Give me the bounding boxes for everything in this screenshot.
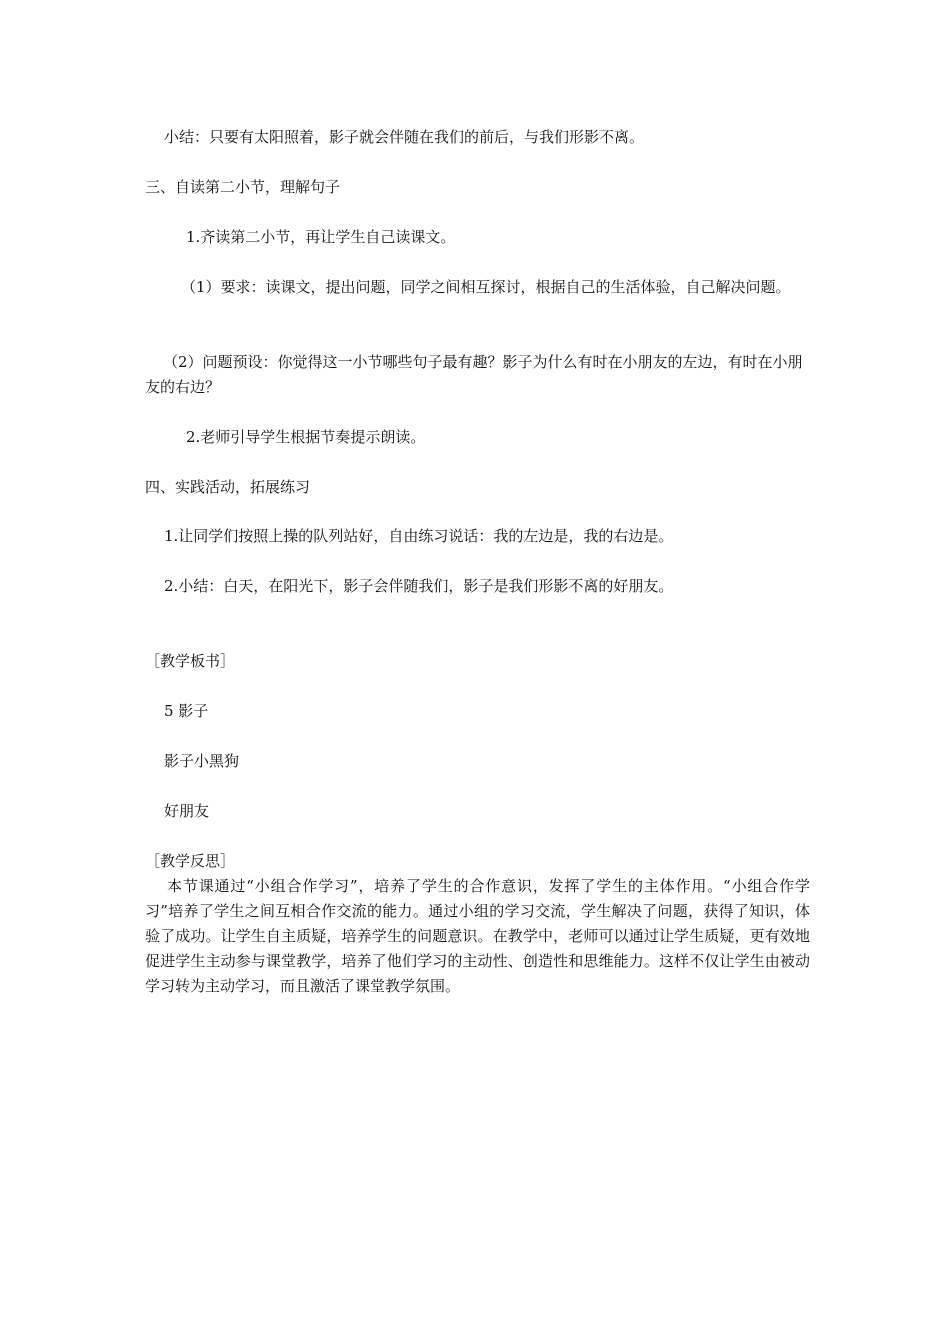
section-4-item-2: 2.小结：白天，在阳光下，影子会伴随我们，影子是我们形影不离的好朋友。: [164, 577, 674, 595]
reflection-heading: ［教学反思］: [145, 852, 236, 870]
section-3-item-2: 2.老师引导学生根据节奏提示朗读。: [186, 428, 426, 446]
summary-paragraph: 小结：只要有太阳照着，影子就会伴随在我们的前后，与我们形影不离。: [164, 128, 645, 146]
board-line-1: 5 影子: [164, 702, 209, 720]
board-line-3: 好朋友: [164, 802, 210, 820]
reflection-body: 本节课通过“小组合作学习”，培养了学生的合作意识，发挥了学生的主体作用。“小组合作学习”培养了学生之间互相合作交流的能力。通过小组的学习交流，学生解决了问题，获得了知识，体验了成功。让学生自主质疑，培养学生的问题意识。在教学中，老师可以通过让学生质疑，更有效地促进学生主动参与课堂教学，培养了他们学习的主动性、创造性和思维能力。这样不仅让学生由被动学习转为主动学习，而且激活了课堂教学氛围。: [145, 877, 810, 995]
board-heading: ［教学板书］: [145, 652, 236, 670]
section-3-heading: 三、自读第二小节，理解句子: [145, 178, 341, 196]
section-3-sub-item-1: （1）要求：读课文，提出问题，同学之间相互探讨，根据自己的生活体验，自己解决问题。: [181, 278, 791, 296]
section-3-item-1: 1.齐读第二小节，再让学生自己读课文。: [186, 228, 456, 246]
section-4-item-1: 1.让同学们按照上操的队列站好，自由练习说话：我的左边是，我的右边是。: [164, 527, 674, 545]
section-4-heading: 四、实践活动，拓展练习: [145, 478, 311, 496]
board-line-2: 影子小黑狗: [164, 752, 240, 770]
section-3-sub-item-2: （2）问题预设：你觉得这一小节哪些句子最有趣？影子为什么有时在小朋友的左边，有时在小朋友的右边？: [145, 353, 803, 396]
